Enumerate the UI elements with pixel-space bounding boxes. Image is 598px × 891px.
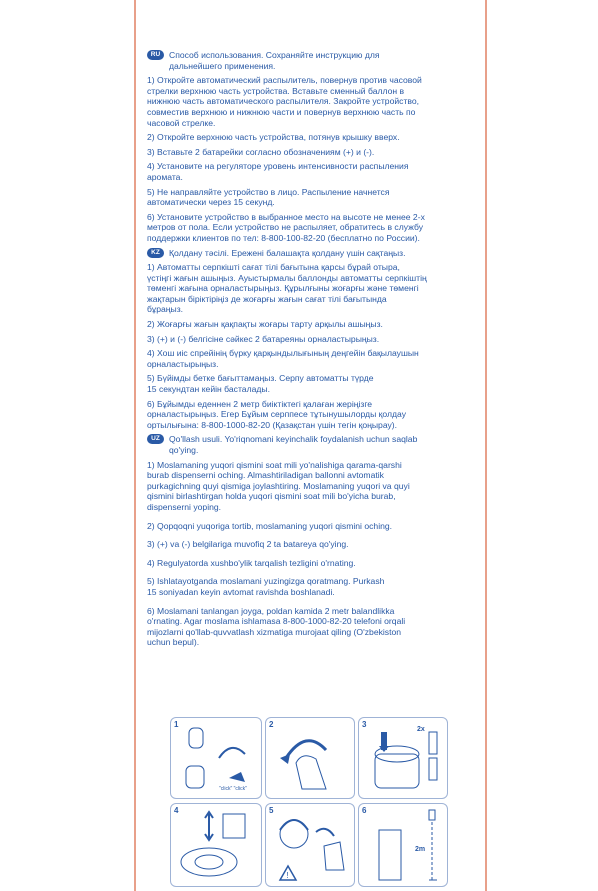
ru-step-2: 2) Откройте верхнюю часть устройства, потянув крышку вверх. <box>147 132 400 143</box>
panel-number-3: 3 <box>362 720 367 729</box>
click-label: "click" "click" <box>219 786 247 792</box>
uz-section <box>147 434 465 648</box>
uz-step-6: 6) Moslamani tanlangan joyga, poldan kamida 2 metr balandlikka o'rnating. Agar moslama ishlamasa 8-800-1000-82-20 telefoni orqali mijozlarni qo'llab-quvvatlash xizmatiga murojaat qiling (O'zbekiston uchun bepul). <box>147 605 406 648</box>
panel-number-1: 1 <box>174 720 179 729</box>
uz-section-header <box>147 434 465 455</box>
kz-section-header <box>147 248 465 259</box>
uz-step-1: 1) Moslamaning yuqori qismini soat mili yo'nalishiga qarama-qarshi burab dispenserni oching. Almashtiriladigan ballonni avtomatik purkagichning quyi qismiga joylashtiring. Moslamaning yuqori va quyi qismini birlashtirgan holda yuqori qismini soat mili bo'yicha burab, dispenserni yoping. <box>147 459 410 512</box>
instructions-column <box>147 50 465 656</box>
ru-step-6: 6) Установите устройство в выбранное место на высоте не менее 2-х метров от пола. Если устройство не распыляет, обратитесь в службу поддержки клиентов по тел: 8-800-100-82-20 (бесплатно по России). <box>147 211 425 243</box>
kz-step-2: 2) Жоғарғы жағын қақпақты жоғары тарту арқылы ашыңыз. <box>147 319 383 330</box>
instruction-illustrations <box>170 717 446 887</box>
batteries-count-label: 2x <box>417 726 425 733</box>
kz-step-4: 4) Хош иіс спрейінің бүрку қарқындылығының деңгейін бақылаушын орналастырыңыз. <box>147 348 419 369</box>
kz-step-1: 1) Автоматты серпкішті сағат тілі бағытына қарсы бұрай отыра, үстіңгі жағын ашыңыз. Ауыстырмалы баллонды автоматты серпкіштің төменгі жағына орналастырыңыз. Құрылғыны жоғарғы және төменгі жақтарын біріктіріңіз де жоғарғы жағын сағат тілі бағытында бұраңыз. <box>147 262 427 315</box>
height-label: 2m <box>415 846 426 853</box>
kz-title: Қолдану тәсілі. Ережені балашақта қолдану үшін сақтаңыз. <box>169 247 406 258</box>
do-not-spray-face-warning-illustration <box>266 804 354 886</box>
kz-language-badge: KZ <box>147 248 164 258</box>
uz-step-2: 2) Qopqoqni yuqoriga tortib, moslamaning yuqori qismini oching. <box>147 520 393 531</box>
right-border-line <box>485 0 487 891</box>
kz-step-5: 5) Бүйімды бетке бағыттамаңыз. Серпу автоматты түрде 15 секундтан кейін басталады. <box>147 373 374 395</box>
kz-step-6: 6) Бұйымды еденнен 2 метр биіктіктегі қалаған жеріңізге орналастырыңыз. Егер Бұйым серппесе тұтынушылорды қолдау ортылығына: 8-800-1000-82-20 (Қазақстан үшін тегін қоңырау). <box>147 398 406 430</box>
intensity-regulator-illustration <box>171 804 261 886</box>
ru-step-4: 4) Установите на регуляторе уровень интенсивности распыления аромата. <box>147 161 409 182</box>
open-dispenser-illustration <box>171 718 261 798</box>
ru-step-1: 1) Откройте автоматический распылитель, повернув против часовой стрелки верхнюю часть устройства. Вставьте сменный баллон в нижнюю часть автоматического распылителя. Закройте устройство, совместив верхнюю и нижнюю части и повернув верхнюю часть по часовой стрелке. <box>147 75 422 128</box>
illustration-panel-1 <box>170 717 262 799</box>
uz-step-3: 3) (+) va (-) belgilariga muvofiq 2 ta batareya qo'ying. <box>147 539 349 550</box>
illustration-panel-6 <box>358 803 448 887</box>
ru-language-badge: RU <box>147 50 164 60</box>
uz-step-5: 5) Ishlatayotganda moslamani yuzingizga qoratmang. Purkash 15 soniyadan keyin avtomat ravishda boshlanadi. <box>147 576 385 597</box>
uz-title: Qo'llash usuli. Yo'riqnomani keyinchalik foydalanish uchun saqlab qo'ying. <box>169 434 418 455</box>
mounting-height-illustration <box>359 804 447 886</box>
uz-step-4: 4) Regulyatorda xushbo'ylik tarqalish tezligini o'rnating. <box>147 557 356 568</box>
illustration-panel-5 <box>265 803 355 887</box>
ru-step-5: 5) Не направляйте устройство в лицо. Распыление начнется автоматически через 15 секунд. <box>147 186 390 208</box>
illustration-panel-3 <box>358 717 448 799</box>
ru-title: Способ использования. Сохраняйте инструкцию для дальнейшего применения. <box>169 50 380 71</box>
illustration-panel-4 <box>170 803 262 887</box>
insert-batteries-illustration <box>359 718 447 798</box>
panel-number-6: 6 <box>362 806 367 815</box>
ru-step-3: 3) Вставьте 2 батарейки согласно обозначениям (+) и (-). <box>147 146 375 157</box>
svg-text:!: ! <box>286 871 289 880</box>
uz-language-badge: UZ <box>147 434 164 444</box>
panel-number-5: 5 <box>269 806 274 815</box>
ru-section-header <box>147 50 465 71</box>
panel-number-4: 4 <box>174 806 179 815</box>
illustration-panel-2 <box>265 717 355 799</box>
kz-step-3: 3) (+) и (-) белгісіне сәйкес 2 батареяны орналастырыңыз. <box>147 333 380 344</box>
panel-number-2: 2 <box>269 720 274 729</box>
open-lid-illustration <box>266 718 354 798</box>
left-border-line <box>134 0 136 891</box>
